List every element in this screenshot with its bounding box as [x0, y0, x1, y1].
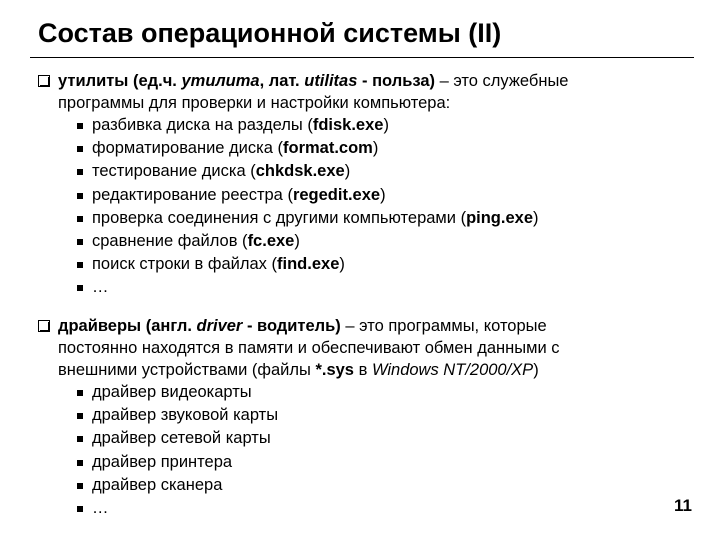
utilities-singular: утилита: [181, 72, 260, 90]
item-end: ): [383, 116, 389, 134]
item-text: …: [92, 278, 109, 297]
square-bullet-icon: [77, 216, 83, 222]
utilities-meaning: - польза): [357, 72, 435, 90]
square-bullet-icon: [77, 169, 83, 175]
item-text: редактирование реестра (: [92, 185, 293, 204]
item-text: драйвер сканера: [92, 475, 223, 494]
utilities-desc-1: – это служебные: [435, 72, 569, 90]
utilities-definition: [38, 70, 678, 114]
list-item: [38, 497, 678, 520]
drivers-english: driver: [196, 317, 243, 335]
q-checkbox-icon: [38, 75, 50, 87]
drivers-desc-3: [58, 359, 678, 381]
item-end: ): [380, 185, 386, 204]
utilities-paren-open: (ед.ч.: [128, 72, 182, 90]
square-bullet-icon: [77, 483, 83, 489]
list-item: [38, 184, 678, 207]
square-bullet-icon: [77, 436, 83, 442]
square-bullet-icon: [77, 193, 83, 199]
square-bullet-icon: [77, 123, 83, 129]
list-item: [38, 137, 678, 160]
list-item: [38, 276, 678, 299]
square-bullet-icon: [77, 239, 83, 245]
square-bullet-icon: [77, 285, 83, 291]
item-text: драйвер видеокарты: [92, 383, 252, 401]
square-bullet-icon: [77, 390, 83, 396]
list-item: [38, 474, 678, 497]
drivers-desc-3-pre: внешними устройствами (файлы: [58, 361, 316, 379]
item-text: тестирование диска (: [92, 162, 256, 181]
drivers-definition: [38, 315, 678, 381]
item-text: разбивка диска на разделы (: [92, 116, 313, 134]
utilities-section: [38, 70, 678, 300]
list-item: [38, 404, 678, 427]
drivers-paren-open: (англ.: [141, 317, 197, 335]
item-text: форматирование диска (: [92, 139, 283, 158]
item-command: fdisk.exe: [312, 116, 384, 134]
slide-title: Состав операционной системы (II): [38, 18, 502, 48]
square-bullet-icon: [77, 506, 83, 512]
square-bullet-icon: [77, 413, 83, 419]
item-command: find.exe: [277, 255, 340, 274]
item-text: сравнение файлов (: [92, 232, 248, 251]
drivers-meaning: - водитель): [242, 317, 341, 335]
item-command: regedit.exe: [292, 185, 381, 204]
drivers-file-mask: *.sys: [315, 361, 354, 379]
drivers-list: [38, 381, 678, 520]
item-end: ): [339, 255, 345, 274]
utilities-list: [38, 114, 678, 300]
item-end: ): [533, 208, 539, 227]
title-divider: [30, 57, 694, 58]
list-item: [38, 207, 678, 230]
utilities-lat-prefix: , лат.: [259, 72, 305, 90]
q-checkbox-icon: [38, 320, 50, 332]
utilities-desc-2: программы для проверки и настройки компьютера:: [58, 94, 451, 112]
drivers-desc-2: постоянно находятся в памяти и обеспечивают обмен данными с: [58, 339, 560, 357]
utilities-latin: utilitas: [304, 72, 358, 90]
drivers-section: [38, 315, 678, 520]
square-bullet-icon: [77, 146, 83, 152]
item-text: драйвер принтера: [92, 452, 233, 471]
list-item: [38, 451, 678, 474]
item-command: chkdsk.exe: [255, 162, 345, 181]
utilities-term: утилиты: [58, 72, 129, 90]
item-text: проверка соединения с другими компьютерами (: [92, 208, 467, 227]
drivers-desc-3-mid: в: [354, 361, 372, 379]
item-text: драйвер звуковой карты: [92, 406, 279, 425]
square-bullet-icon: [77, 460, 83, 466]
item-end: ): [372, 139, 379, 158]
item-end: ): [344, 162, 351, 181]
item-end: ): [294, 232, 300, 251]
page-number: 11: [674, 496, 692, 515]
list-item: [38, 427, 678, 450]
square-bullet-icon: [77, 262, 83, 268]
list-item: [38, 230, 678, 253]
item-text: …: [92, 499, 109, 518]
drivers-term: драйверы: [58, 317, 142, 335]
item-text: поиск строки в файлах (: [92, 255, 278, 274]
drivers-os-name: Windows NT/2000/XP: [371, 361, 534, 379]
item-command: ping.exe: [466, 208, 533, 227]
drivers-desc-1: – это программы, которые: [340, 317, 547, 335]
item-command: format.com: [283, 139, 373, 158]
list-item: [38, 253, 678, 276]
list-item: [38, 114, 678, 137]
drivers-desc-3-end: ): [533, 361, 539, 379]
item-command: fc.exe: [247, 232, 295, 251]
item-text: драйвер сетевой карты: [92, 429, 271, 448]
list-item: [38, 381, 678, 404]
list-item: [38, 160, 678, 183]
